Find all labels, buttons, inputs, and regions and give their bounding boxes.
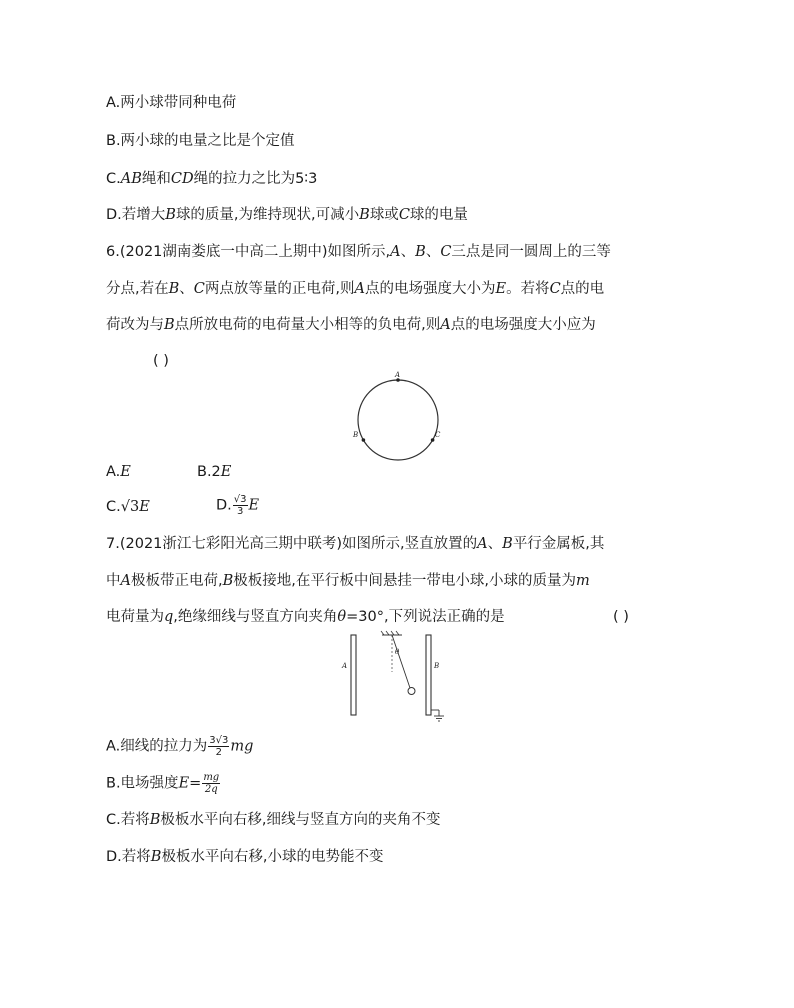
q7-stem-line1 xyxy=(106,535,604,553)
text: A. xyxy=(106,464,121,480)
q6-stem-line3 xyxy=(106,316,596,334)
q7-answer-bracket: ( ) xyxy=(613,609,629,625)
text: 两点放等量的正电荷,则 xyxy=(204,281,355,297)
var: θ xyxy=(337,609,347,625)
point-c xyxy=(431,438,435,442)
var: CD xyxy=(170,171,194,187)
var: B xyxy=(165,207,176,223)
text: 绳和 xyxy=(141,171,171,187)
text: B.2 xyxy=(197,464,221,480)
var: A xyxy=(390,244,401,260)
var: C xyxy=(549,281,561,297)
text: 极板接地,在平行板中间悬挂一带电小球,小球的质量为 xyxy=(233,573,576,589)
var: E xyxy=(139,499,150,515)
label-c: C xyxy=(435,431,441,439)
text: =30°,下列说法正确的是 xyxy=(346,609,505,625)
q7-stem-line3 xyxy=(106,608,505,626)
text: 极板水平向右移,细线与竖直方向的夹角不变 xyxy=(160,812,441,828)
text: 点的电场强度大小应为 xyxy=(450,317,596,333)
text: A.细线的拉力为 xyxy=(106,738,208,755)
label-theta: θ xyxy=(395,648,400,656)
text: D.若将 xyxy=(106,849,151,865)
text: 点的电场强度大小为 xyxy=(364,281,496,297)
hatch-4 xyxy=(396,631,399,635)
text: 点所放电荷的电荷量大小相等的负电荷,则 xyxy=(174,317,441,333)
var: E xyxy=(178,775,190,792)
numerator: √3 xyxy=(233,494,247,505)
q6-option-b xyxy=(197,463,231,481)
q6-stem-line1 xyxy=(106,243,611,261)
q5-option-c xyxy=(106,170,317,188)
var: C xyxy=(398,207,410,223)
var: E xyxy=(248,497,260,514)
var: B xyxy=(502,536,513,552)
text: 极板水平向右移,小球的电势能不变 xyxy=(161,849,384,865)
q5-option-d xyxy=(106,206,468,224)
plate-a xyxy=(351,635,356,715)
text: 平行金属板,其 xyxy=(512,536,605,552)
fraction xyxy=(208,735,229,758)
text: 荷改为与 xyxy=(106,317,164,333)
text: D. xyxy=(216,497,232,514)
denominator: 2q xyxy=(204,784,218,795)
var: B xyxy=(415,244,426,260)
text: 7.(2021浙江七彩阳光高三期中联考)如图所示,竖直放置的 xyxy=(106,536,478,552)
denominator: 2 xyxy=(215,747,223,758)
sqrt: √3 xyxy=(120,499,140,515)
fraction xyxy=(233,494,248,517)
hatch-2 xyxy=(386,631,389,635)
text: 电荷量为 xyxy=(106,609,164,625)
text: 。若将 xyxy=(506,281,550,297)
text: C. xyxy=(106,499,121,515)
q5-option-a: A.两小球带同种电荷 xyxy=(106,95,237,111)
var: q xyxy=(164,609,174,625)
text: 球的质量,为维持现状,可减小 xyxy=(175,207,360,223)
q6-option-a xyxy=(106,463,131,481)
var: E xyxy=(220,464,232,480)
circle xyxy=(358,380,438,460)
text: B.电场强度 xyxy=(106,775,179,792)
plate-b xyxy=(426,635,431,715)
q6-option-d xyxy=(216,494,259,517)
text: 分点,若在 xyxy=(106,281,169,297)
q7-option-b xyxy=(106,772,221,795)
var: B xyxy=(164,317,175,333)
var: AB xyxy=(120,171,142,187)
text: 、 xyxy=(179,281,194,297)
label-a: A xyxy=(395,371,401,379)
text: 6.(2021湖南娄底一中高二上期中)如图所示, xyxy=(106,244,391,260)
q7-stem-line2 xyxy=(106,572,590,590)
text: ,绝缘细线与竖直方向夹角 xyxy=(173,609,338,625)
text: = xyxy=(189,775,202,792)
text: 中 xyxy=(106,573,121,589)
var: B xyxy=(359,207,370,223)
fraction xyxy=(202,772,220,795)
text: 球的电量 xyxy=(409,207,468,223)
var: B xyxy=(168,281,180,297)
label-b: B xyxy=(434,662,440,670)
var: B xyxy=(222,573,234,589)
var: C xyxy=(440,244,452,260)
var: A xyxy=(354,281,365,297)
text: 、 xyxy=(400,244,416,260)
q6-option-c xyxy=(106,498,150,516)
label-b: B xyxy=(353,431,359,439)
label-a: A xyxy=(342,662,348,670)
var: B xyxy=(150,849,162,865)
text: 球或 xyxy=(369,207,399,223)
var: E xyxy=(495,281,507,297)
var: A xyxy=(120,573,131,589)
var: A xyxy=(440,317,451,333)
q6-stem-line2 xyxy=(106,280,604,298)
q5-option-b: B.两小球的电量之比是个定值 xyxy=(106,133,295,149)
text: 、 xyxy=(425,244,441,260)
denominator: 3 xyxy=(236,506,244,517)
text: D.若增大 xyxy=(106,207,166,223)
q6-circle-figure xyxy=(350,372,450,472)
charged-ball xyxy=(408,688,415,695)
var: E xyxy=(120,464,131,480)
text: 极板带正电荷, xyxy=(130,573,223,589)
var: C xyxy=(193,281,205,297)
q7-option-a xyxy=(106,735,253,758)
numerator: mg xyxy=(203,772,220,783)
hatch-1 xyxy=(381,631,384,635)
hatch-3 xyxy=(391,631,394,635)
text: 三点是同一圆周上的三等 xyxy=(451,244,611,260)
var: m xyxy=(575,573,590,589)
numerator: 3√3 xyxy=(209,735,229,746)
text: 点的电 xyxy=(560,281,605,297)
var: mg xyxy=(230,738,254,755)
var: B xyxy=(149,812,161,828)
text: C.若将 xyxy=(106,812,150,828)
q7-option-d xyxy=(106,848,384,866)
q7-option-c xyxy=(106,811,441,829)
text: C. xyxy=(106,171,121,187)
q6-answer-bracket: ( ) xyxy=(153,353,169,369)
var: A xyxy=(477,536,488,552)
text: 绳的拉力之比为5∶3 xyxy=(193,171,318,187)
q7-plates-figure xyxy=(340,630,460,726)
text: 、 xyxy=(487,536,503,552)
point-b xyxy=(362,438,366,442)
thread xyxy=(392,635,410,688)
